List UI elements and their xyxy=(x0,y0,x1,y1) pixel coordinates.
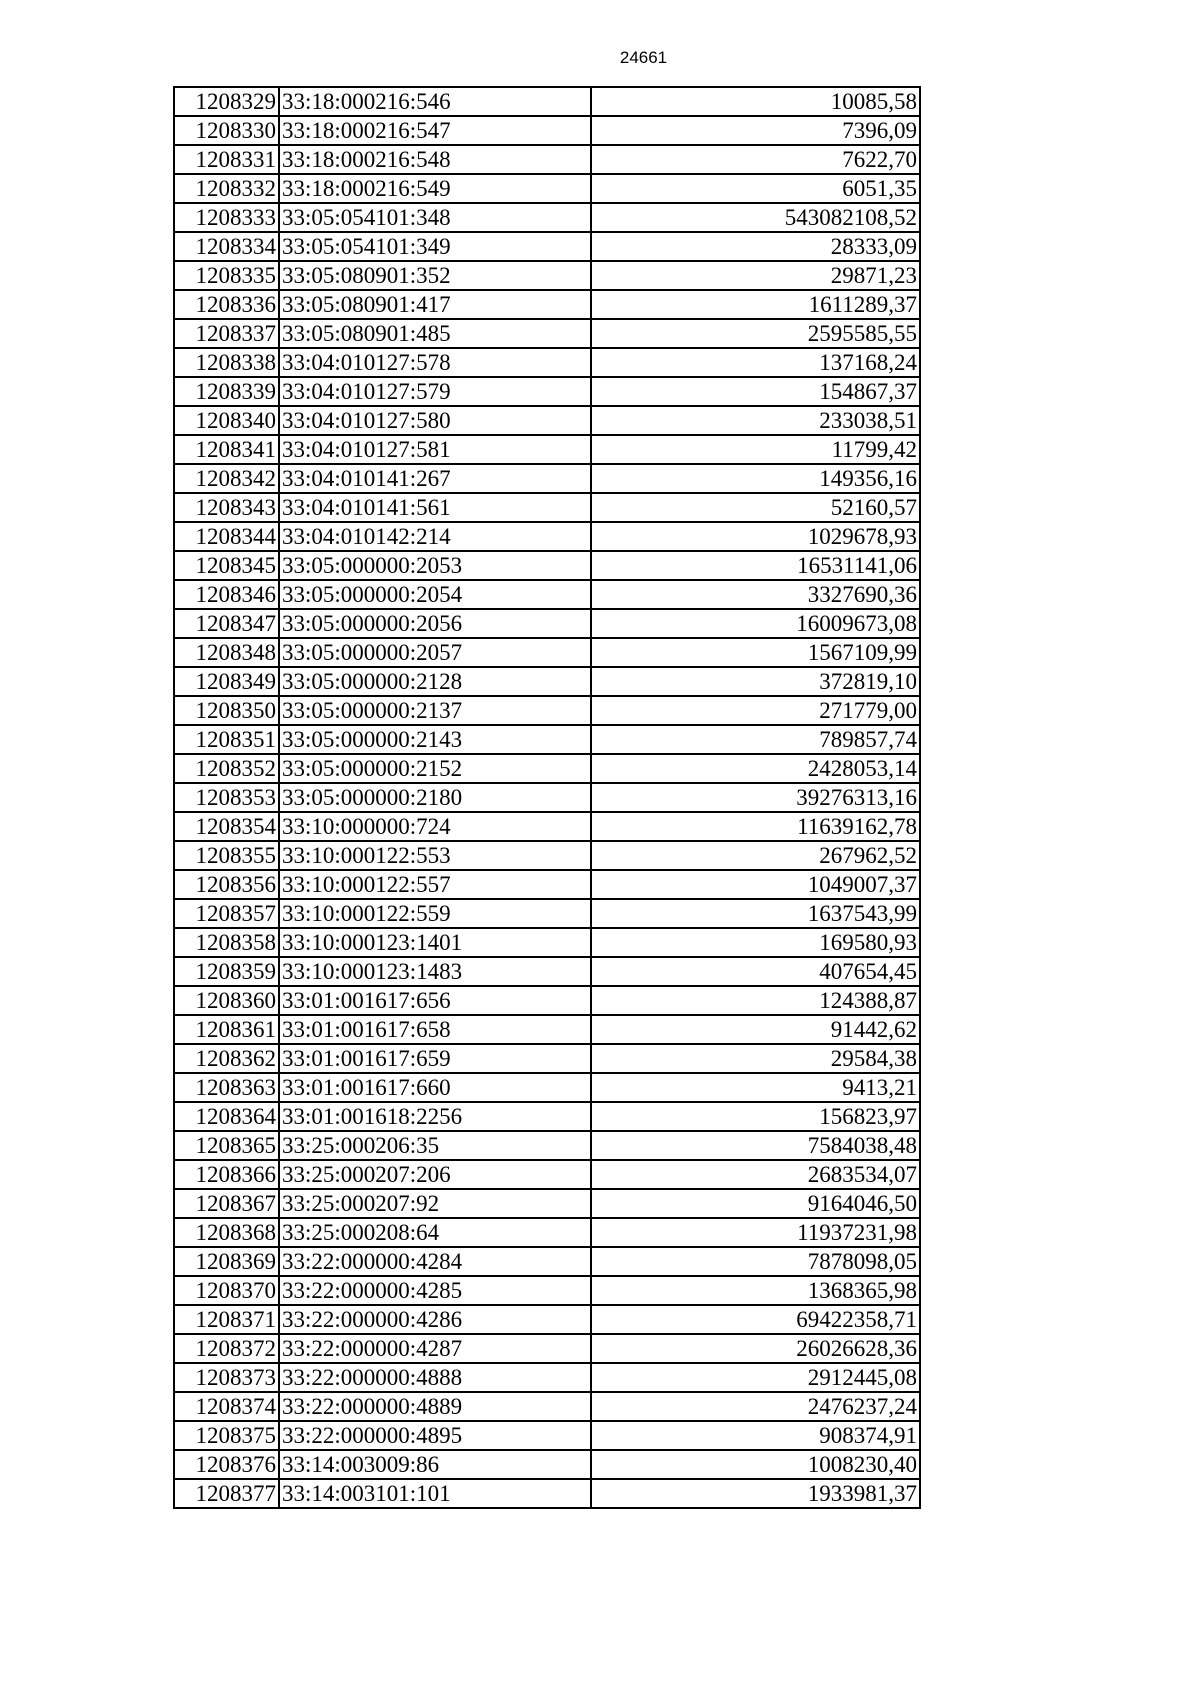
cadastral-value-cell: 7622,70 xyxy=(591,145,920,174)
table-row xyxy=(174,754,920,783)
cadastral-value-cell: 2428053,14 xyxy=(591,754,920,783)
cadastral-number-cell: 33:01:001617:658 xyxy=(279,1015,591,1044)
row-id-cell: 1208366 xyxy=(174,1160,279,1189)
cadastral-value-cell: 1368365,98 xyxy=(591,1276,920,1305)
cadastral-number-cell: 33:10:000123:1483 xyxy=(279,957,591,986)
cadastral-value-cell: 271779,00 xyxy=(591,696,920,725)
table-row xyxy=(174,290,920,319)
cadastral-number-cell: 33:04:010141:267 xyxy=(279,464,591,493)
cadastral-number-cell: 33:22:000000:4285 xyxy=(279,1276,591,1305)
table-row xyxy=(174,986,920,1015)
cadastral-number-cell: 33:05:000000:2056 xyxy=(279,609,591,638)
row-id-cell: 1208362 xyxy=(174,1044,279,1073)
cadastral-value-table xyxy=(173,86,921,1509)
cadastral-value-cell: 7396,09 xyxy=(591,116,920,145)
cadastral-value-cell: 149356,16 xyxy=(591,464,920,493)
row-id-cell: 1208376 xyxy=(174,1450,279,1479)
row-id-cell: 1208357 xyxy=(174,899,279,928)
cadastral-value-cell: 2476237,24 xyxy=(591,1392,920,1421)
cadastral-number-cell: 33:05:080901:417 xyxy=(279,290,591,319)
row-id-cell: 1208356 xyxy=(174,870,279,899)
cadastral-number-cell: 33:04:010127:580 xyxy=(279,406,591,435)
cadastral-number-cell: 33:10:000000:724 xyxy=(279,812,591,841)
table-row xyxy=(174,319,920,348)
row-id-cell: 1208341 xyxy=(174,435,279,464)
row-id-cell: 1208349 xyxy=(174,667,279,696)
table-row xyxy=(174,203,920,232)
cadastral-value-cell: 908374,91 xyxy=(591,1421,920,1450)
table-row xyxy=(174,377,920,406)
cadastral-number-cell: 33:05:000000:2152 xyxy=(279,754,591,783)
row-id-cell: 1208359 xyxy=(174,957,279,986)
table-row xyxy=(174,1479,920,1508)
table-row xyxy=(174,667,920,696)
table-row xyxy=(174,1450,920,1479)
cadastral-value-cell: 169580,93 xyxy=(591,928,920,957)
cadastral-value-cell: 267962,52 xyxy=(591,841,920,870)
cadastral-number-cell: 33:05:000000:2143 xyxy=(279,725,591,754)
cadastral-number-cell: 33:22:000000:4284 xyxy=(279,1247,591,1276)
cadastral-value-cell: 2595585,55 xyxy=(591,319,920,348)
table-row xyxy=(174,261,920,290)
page-number: 24661 xyxy=(619,48,668,67)
row-id-cell: 1208363 xyxy=(174,1073,279,1102)
cadastral-number-cell: 33:18:000216:548 xyxy=(279,145,591,174)
cadastral-number-cell: 33:05:054101:348 xyxy=(279,203,591,232)
row-id-cell: 1208338 xyxy=(174,348,279,377)
cadastral-value-cell: 1933981,37 xyxy=(591,1479,920,1508)
cadastral-number-cell: 33:05:080901:352 xyxy=(279,261,591,290)
table-row xyxy=(174,116,920,145)
table-row xyxy=(174,783,920,812)
cadastral-number-cell: 33:18:000216:549 xyxy=(279,174,591,203)
cadastral-number-cell: 33:01:001617:660 xyxy=(279,1073,591,1102)
table-row xyxy=(174,232,920,261)
row-id-cell: 1208348 xyxy=(174,638,279,667)
cadastral-number-cell: 33:01:001617:656 xyxy=(279,986,591,1015)
table-row xyxy=(174,1218,920,1247)
row-id-cell: 1208353 xyxy=(174,783,279,812)
row-id-cell: 1208347 xyxy=(174,609,279,638)
table-row xyxy=(174,841,920,870)
cadastral-number-cell: 33:05:000000:2053 xyxy=(279,551,591,580)
table-row xyxy=(174,899,920,928)
row-id-cell: 1208373 xyxy=(174,1363,279,1392)
table-row xyxy=(174,609,920,638)
row-id-cell: 1208351 xyxy=(174,725,279,754)
row-id-cell: 1208336 xyxy=(174,290,279,319)
cadastral-number-cell: 33:22:000000:4888 xyxy=(279,1363,591,1392)
row-id-cell: 1208337 xyxy=(174,319,279,348)
row-id-cell: 1208344 xyxy=(174,522,279,551)
cadastral-value-cell: 1637543,99 xyxy=(591,899,920,928)
row-id-cell: 1208333 xyxy=(174,203,279,232)
cadastral-value-cell: 233038,51 xyxy=(591,406,920,435)
table-row xyxy=(174,1363,920,1392)
cadastral-number-cell: 33:04:010127:578 xyxy=(279,348,591,377)
cadastral-number-cell: 33:04:010127:579 xyxy=(279,377,591,406)
cadastral-number-cell: 33:14:003009:86 xyxy=(279,1450,591,1479)
cadastral-number-cell: 33:22:000000:4895 xyxy=(279,1421,591,1450)
cadastral-number-cell: 33:10:000122:557 xyxy=(279,870,591,899)
cadastral-value-cell: 154867,37 xyxy=(591,377,920,406)
cadastral-number-cell: 33:25:000208:64 xyxy=(279,1218,591,1247)
cadastral-value-cell: 11799,42 xyxy=(591,435,920,464)
cadastral-value-cell: 2912445,08 xyxy=(591,1363,920,1392)
table-row xyxy=(174,406,920,435)
cadastral-value-cell: 1049007,37 xyxy=(591,870,920,899)
row-id-cell: 1208355 xyxy=(174,841,279,870)
cadastral-value-cell: 156823,97 xyxy=(591,1102,920,1131)
cadastral-number-cell: 33:05:000000:2128 xyxy=(279,667,591,696)
cadastral-number-cell: 33:05:000000:2054 xyxy=(279,580,591,609)
cadastral-value-cell: 10085,58 xyxy=(591,87,920,116)
cadastral-value-cell: 91442,62 xyxy=(591,1015,920,1044)
row-id-cell: 1208346 xyxy=(174,580,279,609)
table-row xyxy=(174,87,920,116)
cadastral-number-cell: 33:10:000122:559 xyxy=(279,899,591,928)
table-row xyxy=(174,551,920,580)
table-row xyxy=(174,725,920,754)
cadastral-number-cell: 33:25:000206:35 xyxy=(279,1131,591,1160)
table-row xyxy=(174,1044,920,1073)
table-row xyxy=(174,1305,920,1334)
cadastral-number-cell: 33:10:000122:553 xyxy=(279,841,591,870)
cadastral-value-cell: 11639162,78 xyxy=(591,812,920,841)
cadastral-number-cell: 33:18:000216:547 xyxy=(279,116,591,145)
cadastral-value-cell: 1008230,40 xyxy=(591,1450,920,1479)
table-row xyxy=(174,145,920,174)
cadastral-number-cell: 33:05:000000:2137 xyxy=(279,696,591,725)
row-id-cell: 1208374 xyxy=(174,1392,279,1421)
row-id-cell: 1208335 xyxy=(174,261,279,290)
table-row xyxy=(174,580,920,609)
cadastral-value-cell: 16009673,08 xyxy=(591,609,920,638)
table-row xyxy=(174,1131,920,1160)
table-row xyxy=(174,174,920,203)
table-row xyxy=(174,1102,920,1131)
row-id-cell: 1208329 xyxy=(174,87,279,116)
cadastral-value-cell: 7584038,48 xyxy=(591,1131,920,1160)
cadastral-value-cell: 2683534,07 xyxy=(591,1160,920,1189)
cadastral-value-cell: 1029678,93 xyxy=(591,522,920,551)
table-body xyxy=(174,87,920,1508)
cadastral-value-cell: 9413,21 xyxy=(591,1073,920,1102)
row-id-cell: 1208334 xyxy=(174,232,279,261)
cadastral-number-cell: 33:18:000216:546 xyxy=(279,87,591,116)
cadastral-value-cell: 29871,23 xyxy=(591,261,920,290)
cadastral-number-cell: 33:04:010142:214 xyxy=(279,522,591,551)
row-id-cell: 1208371 xyxy=(174,1305,279,1334)
row-id-cell: 1208354 xyxy=(174,812,279,841)
row-id-cell: 1208345 xyxy=(174,551,279,580)
table-row xyxy=(174,435,920,464)
table-row xyxy=(174,957,920,986)
cadastral-value-cell: 1611289,37 xyxy=(591,290,920,319)
table-row xyxy=(174,928,920,957)
table-row xyxy=(174,1015,920,1044)
cadastral-number-cell: 33:25:000207:206 xyxy=(279,1160,591,1189)
cadastral-number-cell: 33:22:000000:4287 xyxy=(279,1334,591,1363)
table-row xyxy=(174,812,920,841)
table-row xyxy=(174,522,920,551)
cadastral-value-cell: 3327690,36 xyxy=(591,580,920,609)
cadastral-value-cell: 789857,74 xyxy=(591,725,920,754)
cadastral-number-cell: 33:25:000207:92 xyxy=(279,1189,591,1218)
table-row xyxy=(174,1247,920,1276)
cadastral-number-cell: 33:01:001617:659 xyxy=(279,1044,591,1073)
cadastral-number-cell: 33:22:000000:4286 xyxy=(279,1305,591,1334)
cadastral-value-cell: 29584,38 xyxy=(591,1044,920,1073)
cadastral-value-cell: 28333,09 xyxy=(591,232,920,261)
table-row xyxy=(174,1276,920,1305)
cadastral-value-cell: 16531141,06 xyxy=(591,551,920,580)
table-row xyxy=(174,1073,920,1102)
table-row xyxy=(174,348,920,377)
cadastral-number-cell: 33:22:000000:4889 xyxy=(279,1392,591,1421)
row-id-cell: 1208331 xyxy=(174,145,279,174)
cadastral-value-cell: 11937231,98 xyxy=(591,1218,920,1247)
row-id-cell: 1208330 xyxy=(174,116,279,145)
row-id-cell: 1208364 xyxy=(174,1102,279,1131)
row-id-cell: 1208340 xyxy=(174,406,279,435)
cadastral-value-cell: 26026628,36 xyxy=(591,1334,920,1363)
table-row xyxy=(174,1160,920,1189)
row-id-cell: 1208377 xyxy=(174,1479,279,1508)
table-row xyxy=(174,870,920,899)
row-id-cell: 1208339 xyxy=(174,377,279,406)
cadastral-value-cell: 137168,24 xyxy=(591,348,920,377)
row-id-cell: 1208369 xyxy=(174,1247,279,1276)
row-id-cell: 1208350 xyxy=(174,696,279,725)
table-row xyxy=(174,464,920,493)
row-id-cell: 1208368 xyxy=(174,1218,279,1247)
cadastral-value-cell: 407654,45 xyxy=(591,957,920,986)
cadastral-number-cell: 33:04:010141:561 xyxy=(279,493,591,522)
row-id-cell: 1208365 xyxy=(174,1131,279,1160)
table-row xyxy=(174,1334,920,1363)
table-row xyxy=(174,493,920,522)
cadastral-value-cell: 543082108,52 xyxy=(591,203,920,232)
cadastral-number-cell: 33:14:003101:101 xyxy=(279,1479,591,1508)
table-row xyxy=(174,696,920,725)
cadastral-value-cell: 124388,87 xyxy=(591,986,920,1015)
row-id-cell: 1208342 xyxy=(174,464,279,493)
row-id-cell: 1208332 xyxy=(174,174,279,203)
table-row xyxy=(174,1421,920,1450)
row-id-cell: 1208360 xyxy=(174,986,279,1015)
table-row xyxy=(174,638,920,667)
cadastral-number-cell: 33:05:000000:2180 xyxy=(279,783,591,812)
cadastral-number-cell: 33:10:000123:1401 xyxy=(279,928,591,957)
row-id-cell: 1208358 xyxy=(174,928,279,957)
cadastral-number-cell: 33:04:010127:581 xyxy=(279,435,591,464)
cadastral-value-cell: 7878098,05 xyxy=(591,1247,920,1276)
table-row xyxy=(174,1189,920,1218)
row-id-cell: 1208361 xyxy=(174,1015,279,1044)
cadastral-value-cell: 372819,10 xyxy=(591,667,920,696)
cadastral-value-cell: 6051,35 xyxy=(591,174,920,203)
cadastral-value-cell: 9164046,50 xyxy=(591,1189,920,1218)
cadastral-number-cell: 33:05:080901:485 xyxy=(279,319,591,348)
cadastral-value-cell: 69422358,71 xyxy=(591,1305,920,1334)
row-id-cell: 1208343 xyxy=(174,493,279,522)
cadastral-value-cell: 1567109,99 xyxy=(591,638,920,667)
cadastral-number-cell: 33:05:054101:349 xyxy=(279,232,591,261)
row-id-cell: 1208367 xyxy=(174,1189,279,1218)
cadastral-number-cell: 33:01:001618:2256 xyxy=(279,1102,591,1131)
cadastral-number-cell: 33:05:000000:2057 xyxy=(279,638,591,667)
row-id-cell: 1208375 xyxy=(174,1421,279,1450)
cadastral-value-cell: 39276313,16 xyxy=(591,783,920,812)
table-row xyxy=(174,1392,920,1421)
row-id-cell: 1208370 xyxy=(174,1276,279,1305)
cadastral-value-cell: 52160,57 xyxy=(591,493,920,522)
row-id-cell: 1208352 xyxy=(174,754,279,783)
row-id-cell: 1208372 xyxy=(174,1334,279,1363)
